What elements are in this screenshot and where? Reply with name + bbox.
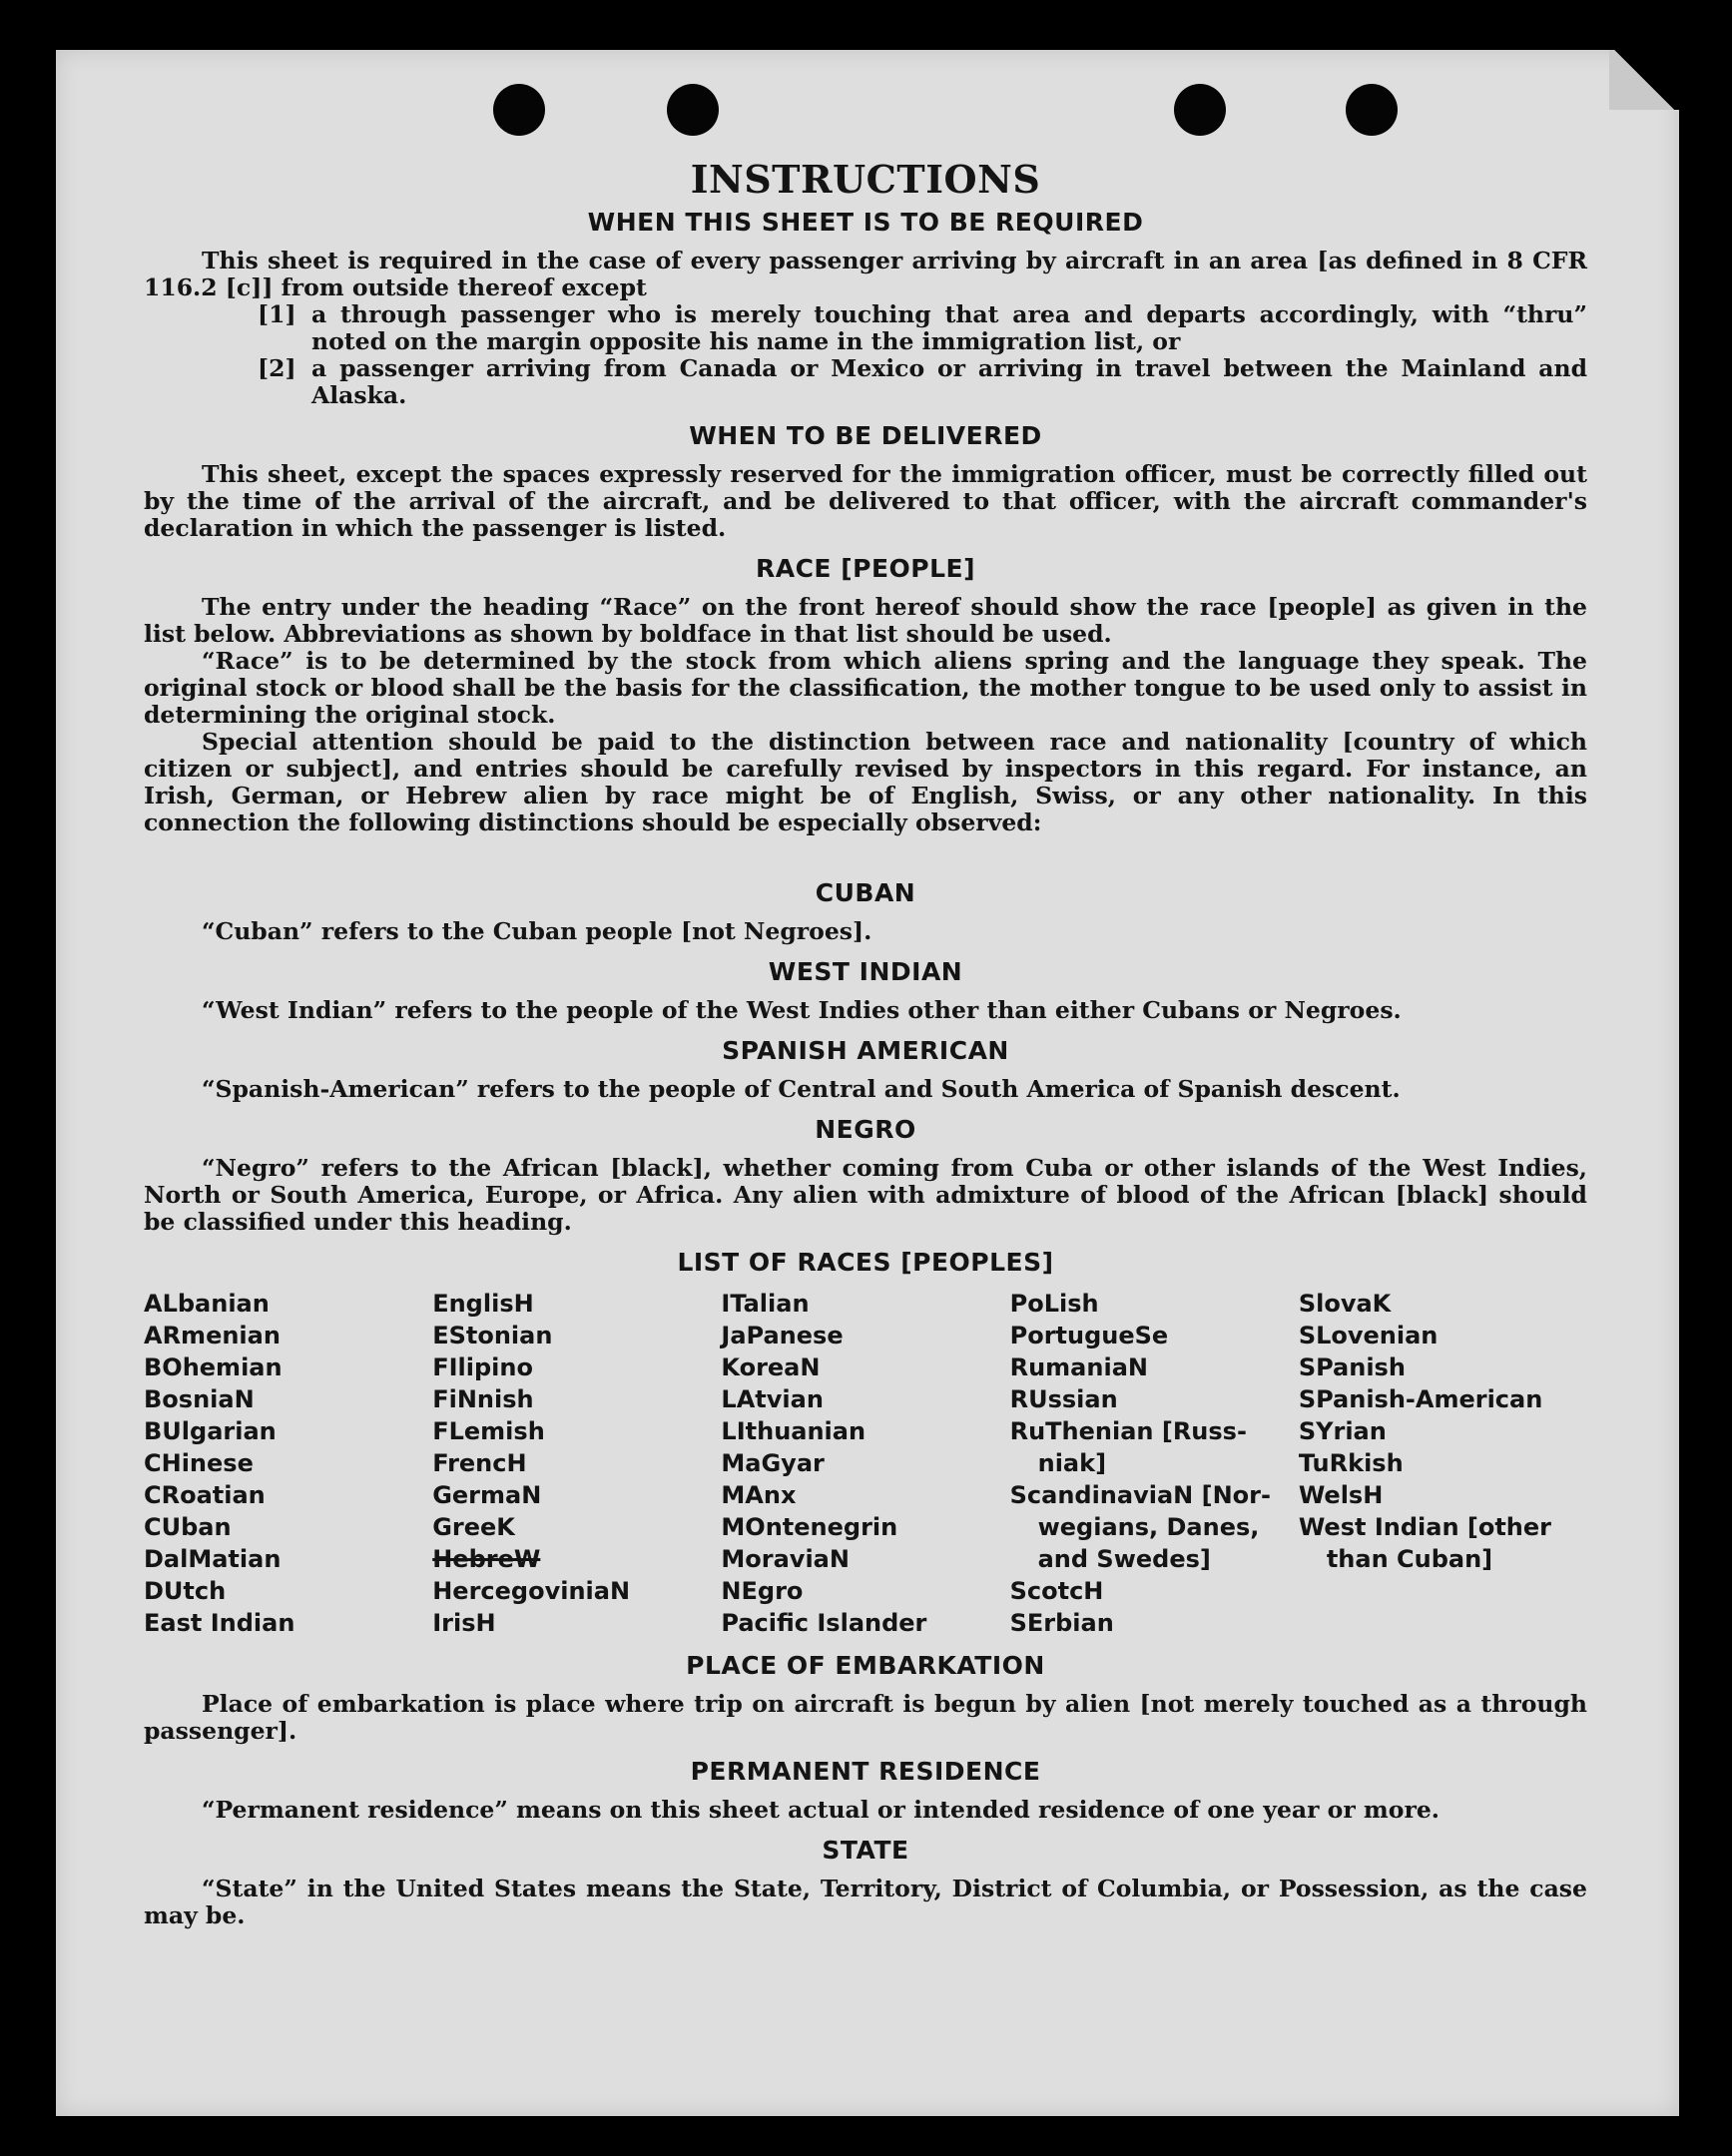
list-item <box>258 301 1587 355</box>
race-entry-struck: HebreW <box>432 1545 541 1573</box>
race-entry: LIthuanian <box>721 1417 866 1445</box>
item-number: [1] <box>258 300 296 328</box>
folded-corner <box>1609 50 1679 110</box>
section-heading-negro: NEGRO <box>815 1115 916 1144</box>
race-entry: JaPanese <box>721 1322 844 1349</box>
section-heading-residence: PERMANENT RESIDENCE <box>690 1757 1041 1786</box>
race-entry: West Indian [other <box>1298 1513 1552 1541</box>
race-entry: SlovaK <box>1298 1290 1392 1318</box>
race-paragraph-3: Special attention should be paid to the distinction between race and nationality [country of which citizen or subject], and entries should be carefully revised by inspectors in this regard. For instance, an Irish, German, or Hebrew alien by race might be of English, Swiss, or any other nationality. In this connection the following distinctions should be especially observed: <box>144 728 1587 836</box>
race-entry: CRoatian <box>144 1481 266 1509</box>
negro-text: “Negro” refers to the African [black], whether coming from Cuba or other islands of the West Indies, North or South America, Europe, or Africa. Any alien with admixture of blood of the African [black] should be classified under this heading. <box>144 1154 1587 1236</box>
exception-list <box>258 301 1587 409</box>
race-entry: PortugueSe <box>1009 1322 1169 1349</box>
races-column-2 <box>432 1288 721 1639</box>
section-heading-required: WHEN THIS SHEET IS TO BE REQUIRED <box>587 208 1144 237</box>
spanish-american-text: “Spanish-American” refers to the people of Central and South America of Spanish descent. <box>202 1075 1401 1103</box>
race-entry: CUban <box>144 1513 232 1541</box>
race-entry: East Indian <box>144 1609 295 1637</box>
race-entry-continuation: than Cuban] <box>1326 1545 1493 1573</box>
race-entry: ARmenian <box>144 1322 281 1349</box>
document-sheet <box>56 50 1679 2116</box>
residence-text: “Permanent residence” means on this sheet actual or intended residence of one year or more. <box>202 1796 1440 1824</box>
embarkation-text: Place of embarkation is place where trip on aircraft is begun by alien [not merely touched as a through passenger]. <box>144 1690 1587 1745</box>
section-heading-west-indian: WEST INDIAN <box>768 957 963 986</box>
punch-hole <box>667 84 719 136</box>
races-list <box>144 1288 1587 1639</box>
race-entry: FIlipino <box>432 1353 533 1381</box>
race-entry: RumaniaN <box>1009 1353 1148 1381</box>
race-entry: LAtvian <box>721 1385 824 1413</box>
race-entry: FrencH <box>432 1449 527 1477</box>
race-entry: BUlgarian <box>144 1417 277 1445</box>
race-entry: MoraviaN <box>721 1545 850 1573</box>
race-entry: SErbian <box>1009 1609 1114 1637</box>
item-text: a passenger arriving from Canada or Mexico or arriving in travel between the Mainland and Alaska. <box>311 354 1587 409</box>
race-entry: ALbanian <box>144 1290 270 1318</box>
race-entry: SPanish <box>1298 1353 1406 1381</box>
races-column-5 <box>1299 1288 1587 1639</box>
item-text: a through passenger who is merely touching that area and departs accordingly, with “thru” noted on the margin opposite his name in the immigration list, or <box>311 300 1587 355</box>
race-entry: GermaN <box>432 1481 542 1509</box>
race-entry: RUssian <box>1009 1385 1118 1413</box>
races-column-1 <box>144 1288 432 1639</box>
race-entry: BOhemian <box>144 1353 283 1381</box>
punch-hole <box>493 84 545 136</box>
race-entry: ScandinaviaN [Nor- <box>1009 1481 1271 1509</box>
race-entry: FLemish <box>432 1417 545 1445</box>
page-title: INSTRUCTIONS <box>690 157 1041 202</box>
race-entry: PoLish <box>1009 1290 1099 1318</box>
race-entry: MOntenegrin <box>721 1513 898 1541</box>
punch-hole <box>1174 84 1226 136</box>
race-entry: KoreaN <box>721 1353 821 1381</box>
race-entry-continuation: niak] <box>1037 1449 1107 1477</box>
cuban-text: “Cuban” refers to the Cuban people [not Negroes]. <box>202 917 872 945</box>
state-text: “State” in the United States means the State, Territory, District of Columbia, or Possession, as the case may be. <box>144 1875 1587 1929</box>
delivered-text: This sheet, except the spaces expressly reserved for the immigration officer, must be correctly filled out by the time of the arrival of the aircraft, and be delivered to that officer, with the aircraft commander's declaration in which the passenger is listed. <box>144 460 1587 542</box>
required-intro: This sheet is required in the case of every passenger arriving by aircraft in an area [as defined in 8 CFR 116.2 [c]] from outside thereof except <box>144 247 1587 301</box>
punch-hole <box>1346 84 1398 136</box>
race-paragraph-2: “Race” is to be determined by the stock from which aliens spring and the language they speak. The original stock or blood shall be the basis for the classification, the mother tongue to be used only to assist in determining the original stock. <box>144 647 1587 729</box>
races-column-4 <box>1010 1288 1299 1639</box>
section-heading-races-list: LIST OF RACES [PEOPLES] <box>677 1248 1054 1277</box>
race-entry: TuRkish <box>1298 1449 1404 1477</box>
race-entry: BosniaN <box>144 1385 255 1413</box>
race-entry: EStonian <box>432 1322 553 1349</box>
west-indian-text: “West Indian” refers to the people of the West Indies other than either Cubans or Negroes. <box>202 996 1402 1024</box>
race-entry: WelsH <box>1298 1481 1384 1509</box>
race-entry: FiNnish <box>432 1385 534 1413</box>
race-entry: EnglisH <box>432 1290 534 1318</box>
race-entry: SPanish-American <box>1298 1385 1543 1413</box>
section-heading-cuban: CUBAN <box>815 878 916 907</box>
section-heading-state: STATE <box>822 1836 909 1865</box>
race-entry: RuThenian [Russ- <box>1009 1417 1247 1445</box>
race-entry: ITalian <box>721 1290 810 1318</box>
item-number: [2] <box>258 354 296 382</box>
race-entry: SLovenian <box>1298 1322 1439 1349</box>
race-entry: CHinese <box>144 1449 254 1477</box>
race-entry: Pacific Islander <box>721 1609 927 1637</box>
race-entry-continuation: wegians, Danes, <box>1037 1513 1260 1541</box>
race-entry: HercegoviniaN <box>432 1577 631 1605</box>
section-heading-embarkation: PLACE OF EMBARKATION <box>686 1651 1045 1680</box>
race-entry-continuation: and Swedes] <box>1037 1545 1211 1573</box>
race-entry: MAnx <box>721 1481 797 1509</box>
races-column-3 <box>721 1288 1009 1639</box>
race-entry: NEgro <box>721 1577 804 1605</box>
race-entry: DalMatian <box>144 1545 282 1573</box>
race-entry: DUtch <box>144 1577 227 1605</box>
race-entry: GreeK <box>432 1513 515 1541</box>
race-entry: IrisH <box>432 1609 496 1637</box>
list-item <box>258 355 1587 409</box>
race-entry: ScotcH <box>1009 1577 1104 1605</box>
section-heading-spanish-american: SPANISH AMERICAN <box>722 1036 1009 1065</box>
section-heading-delivered: WHEN TO BE DELIVERED <box>689 421 1042 450</box>
race-entry: SYrian <box>1298 1417 1387 1445</box>
section-heading-race: RACE [PEOPLE] <box>755 554 976 583</box>
instructions-content <box>144 158 1587 1929</box>
race-entry: MaGyar <box>721 1449 825 1477</box>
race-paragraph-1: The entry under the heading “Race” on the front hereof should show the race [people] as given in the list below. Abbreviations as shown by boldface in that list should be used. <box>144 593 1587 648</box>
